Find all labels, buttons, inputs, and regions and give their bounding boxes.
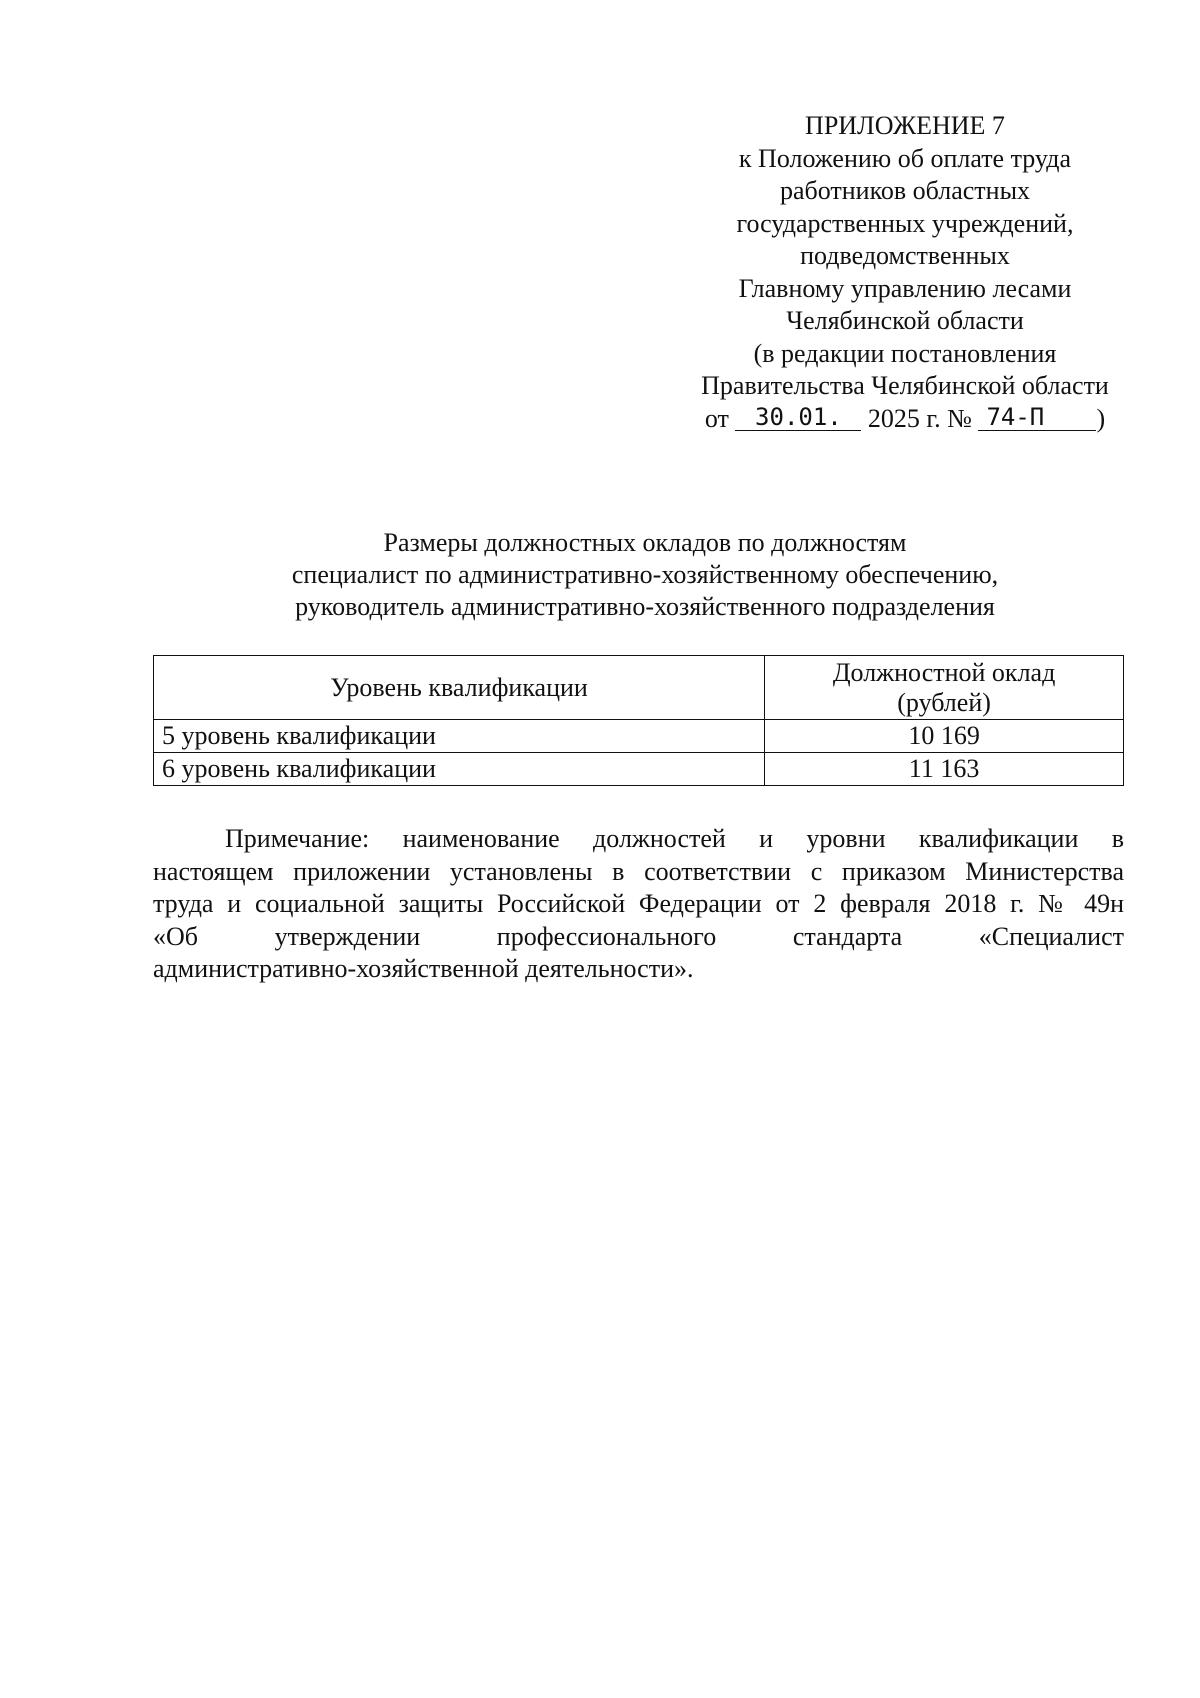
title-line: специалист по административно-хозяйственному обеспечению, <box>291 560 999 589</box>
header-qualification-level: Уровень квалификации <box>154 656 765 720</box>
date-prefix: от <box>704 403 729 433</box>
appendix-line: работников областных <box>779 176 1031 205</box>
closing-paren: ) <box>1096 403 1106 433</box>
appendix-line: подведомственных <box>800 241 1010 270</box>
year-text: 2025 г. № <box>867 403 972 433</box>
title-line: Размеры должностных окладов по должностям <box>383 528 907 557</box>
resolution-date-line <box>670 403 1140 436</box>
note-line: труда и социальной защиты Российской Федерации от 2 февраля 2018 г. № 49н <box>153 889 1124 918</box>
appendix-line: (в редакции постановления <box>753 338 1057 368</box>
appendix-line: Челябинской области <box>786 306 1024 335</box>
header-salary-unit: (рублей) <box>897 687 991 717</box>
qualification-level-cell: 5 уровень квалификации <box>154 720 765 753</box>
appendix-line: Главному управлению лесами <box>738 273 1072 303</box>
appendix-title: ПРИЛОЖЕНИЕ 7 <box>805 111 1005 140</box>
appendix-line: Правительства Челябинской области <box>701 371 1109 400</box>
resolution-date: 30.01. <box>735 404 861 431</box>
resolution-number: 74-П <box>978 404 1096 431</box>
appendix-line: к Положению об оплате труда <box>738 143 1072 173</box>
document-title <box>150 527 1140 623</box>
appendix-header <box>670 110 1140 435</box>
note-line: настоящем приложении установлены в соответствии с приказом Министерства <box>153 856 1124 886</box>
salary-cell: 10 169 <box>765 720 1124 753</box>
note-line: административно-хозяйственной деятельности». <box>153 954 694 983</box>
note-line: Примечание: наименование должностей и уровни квалификации в <box>225 824 1124 853</box>
table-row <box>154 720 1124 753</box>
header-salary-line: Должностной оклад <box>832 657 1056 687</box>
table-header-row <box>154 656 1124 720</box>
salary-table <box>153 655 1124 786</box>
note-paragraph <box>153 823 1124 986</box>
table-row <box>154 753 1124 786</box>
note-line: «Об утверждении профессионального стандарта «Специалист <box>153 921 1124 951</box>
salary-cell: 11 163 <box>765 753 1124 786</box>
appendix-line: государственных учреждений, <box>736 208 1074 238</box>
header-salary <box>765 656 1124 720</box>
title-line: руководитель административно-хозяйственного подразделения <box>295 592 995 621</box>
qualification-level-cell: 6 уровень квалификации <box>154 753 765 786</box>
